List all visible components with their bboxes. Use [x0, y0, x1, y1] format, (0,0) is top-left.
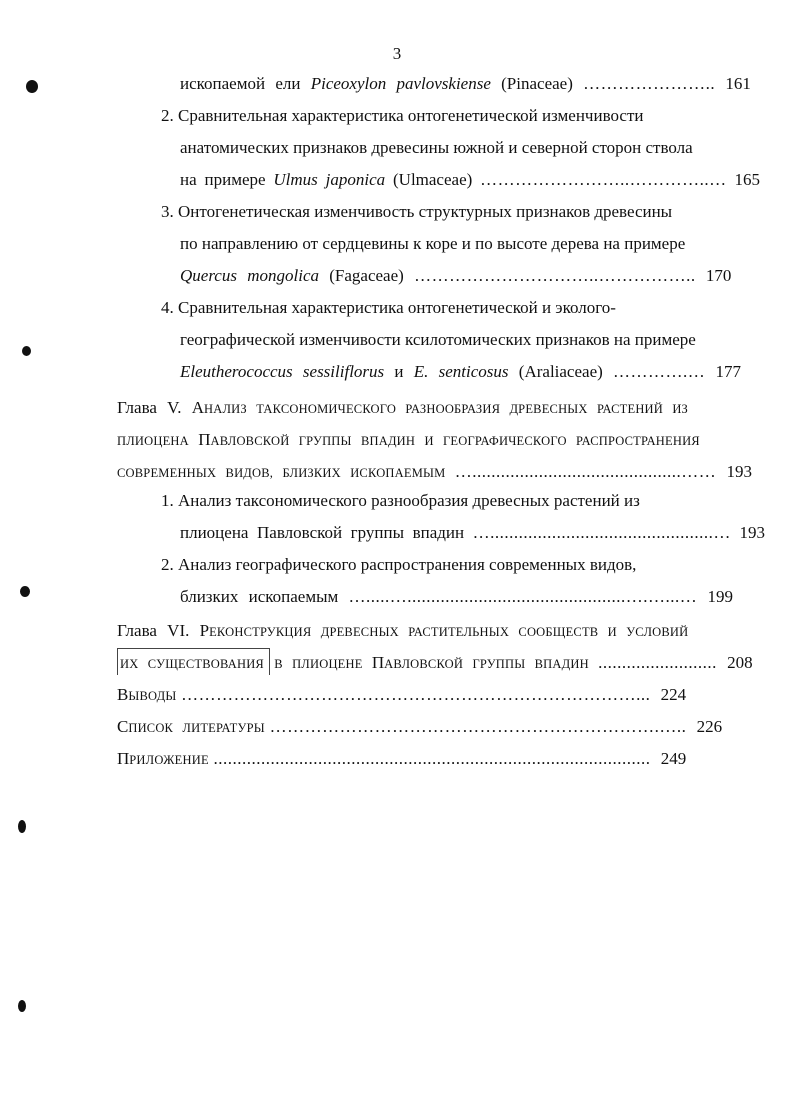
toc-page-ref: 170	[695, 266, 732, 285]
toc-line	[117, 716, 722, 739]
toc-entry-text: ЫВОДЫ	[128, 689, 177, 703]
toc-entry-text: на примере	[180, 170, 274, 189]
toc-line	[117, 461, 752, 484]
toc-entry-text: (Fagaceae)	[319, 266, 415, 285]
toc-leader-dots: .........................	[598, 653, 717, 672]
toc-line	[117, 620, 688, 643]
scan-mark-3	[20, 586, 30, 597]
toc-leader-dots: …...............................................…	[472, 523, 731, 542]
scan-mark-5	[18, 1000, 26, 1012]
toc-line	[180, 233, 685, 255]
toc-entry-text: Piceoxylon pavlovskiense	[310, 74, 491, 93]
toc-page-ref: 249	[650, 749, 687, 768]
toc-entry-text: ИХ СУЩЕСТВОВАНИЯ	[120, 657, 264, 671]
toc-line	[180, 169, 760, 191]
toc-entry-text: 2. Анализ географического распространения современных видов,	[161, 555, 637, 574]
toc-entry-text: плиоцена Павловской группы впадин	[180, 523, 473, 542]
toc-line	[180, 137, 693, 159]
scan-mark-2	[22, 346, 31, 356]
toc-page-ref: 193	[716, 462, 753, 481]
toc-line	[117, 429, 700, 452]
toc-entry-text: П	[117, 749, 130, 768]
toc-leader-dots: ……………………..…………..…	[480, 170, 727, 189]
toc-entry-text: 1. Анализ таксономического разнообразия древесных растений из	[161, 491, 640, 510]
toc-line	[180, 586, 733, 608]
toc-leader-dots: ………….…	[613, 362, 706, 381]
toc-entry-text: E. senticosus	[413, 362, 509, 381]
toc-line	[161, 105, 643, 127]
toc-line	[180, 265, 731, 287]
toc-leader-dots: ….....…..............................................….…...…	[348, 587, 698, 606]
toc-entry-text: 2. Сравнительная характеристика онтогенетической изменчивости	[161, 106, 644, 125]
toc-line	[180, 73, 751, 95]
toc-page-ref: 177	[705, 362, 742, 381]
toc-entry-text: Eleutherococcus sessiliflorus	[180, 362, 385, 381]
toc-entry-text: (Pinaceae)	[490, 74, 584, 93]
page-number: 3	[392, 44, 402, 63]
toc-entry-text: 3. Онтогенетическая изменчивость структурных признаков древесины	[161, 202, 673, 221]
toc-leader-dots: …………………………..……………..	[414, 266, 696, 285]
toc-entry-text: НАЛИЗ ТАКСОНОМИЧЕСКОГО РАЗНООБРАЗИЯ ДРЕВЕСНЫХ РАСТЕНИЙ ИЗ	[204, 402, 689, 416]
toc-line	[117, 748, 686, 771]
toc-line	[161, 201, 672, 223]
toc-entry-text: Ulmus japonica	[273, 170, 386, 189]
toc-page-ref: 226	[686, 717, 723, 736]
toc-entry-text: АВЛОВСКОЙ ГРУППЫ ВПАДИН	[384, 657, 599, 671]
toc-entry-text: Quercus mongolica	[180, 266, 319, 285]
toc-page-ref: 161	[715, 74, 751, 93]
toc-entry-text: РИЛОЖЕНИЕ	[129, 753, 209, 767]
toc-line	[161, 554, 636, 576]
toc-page-ref: 165	[726, 170, 760, 189]
toc-entry-text: ПИСОК ЛИТЕРАТУРЫ	[128, 721, 265, 735]
toc-page-ref: 199	[697, 587, 734, 606]
toc-entry-text: СОВРЕМЕННЫХ ВИДОВ, БЛИЗКИХ ИСКОПАЕМЫМ	[117, 466, 455, 480]
toc-line	[117, 397, 688, 420]
toc-page-ref: 208	[716, 653, 753, 672]
toc-entry-text: П	[371, 653, 385, 672]
toc-leader-dots: …………………..	[583, 74, 716, 93]
toc-entry-text: (Araliaceae)	[508, 362, 614, 381]
toc-line	[180, 522, 765, 544]
toc-page-ref: 224	[650, 685, 687, 704]
toc-entry-text: П	[198, 430, 211, 449]
toc-entry-text: (Ulmaceae)	[385, 170, 481, 189]
toc-entry-text: ПЛИОЦЕНА	[117, 434, 199, 448]
toc-entry-text: В	[117, 685, 129, 704]
toc-entry-text: Глава V. А	[117, 398, 205, 417]
toc-entry-text: анатомических признаков древесины южной и северной сторон ствола	[180, 138, 693, 157]
toc-entry-text: близких ископаемым	[180, 587, 349, 606]
toc-entry-text: АВЛОВСКОЙ ГРУППЫ ВПАДИН И ГЕОГРАФИЧЕСКОГО РАСПРОСТРАНЕНИЯ	[210, 434, 700, 448]
toc-entry-text: ископаемой ели	[180, 74, 311, 93]
toc-leader-dots: ……………………………………………………………………...	[176, 685, 651, 704]
toc-page-ref: 193	[730, 523, 765, 542]
toc-line	[180, 329, 696, 351]
toc-line	[117, 684, 686, 707]
toc-entry-text: В ПЛИОЦЕНЕ	[274, 657, 372, 671]
toc-entry-text: по направлению от сердцевины к коре и по высоте дерева на примере	[180, 234, 686, 253]
scan-mark-1	[26, 80, 38, 93]
toc-leader-dots: ............................................................................................	[208, 749, 651, 768]
toc-line	[161, 297, 616, 319]
toc-entry-text: Глава VI. Р	[117, 621, 210, 640]
toc-entry-text: С	[117, 717, 129, 736]
scan-mark-4	[18, 820, 26, 833]
toc-line	[180, 361, 741, 383]
toc-line	[161, 490, 640, 512]
toc-leader-dots: ………………………………………………………….…..	[264, 717, 687, 736]
toc-line	[120, 652, 753, 675]
toc-entry-text	[264, 653, 274, 672]
toc-entry-text: и	[384, 362, 414, 381]
toc-entry-text: 4. Сравнительная характеристика онтогенетической и эколого-	[161, 298, 616, 317]
toc-entry-text: ЕКОНСТРУКЦИЯ ДРЕВЕСНЫХ РАСТИТЕЛЬНЫХ СООБЩЕСТВ И УСЛОВИЙ	[209, 625, 689, 639]
toc-leader-dots: …............................................……	[454, 462, 717, 481]
toc-entry-text: географической изменчивости ксилотомических признаков на примере	[180, 330, 696, 349]
